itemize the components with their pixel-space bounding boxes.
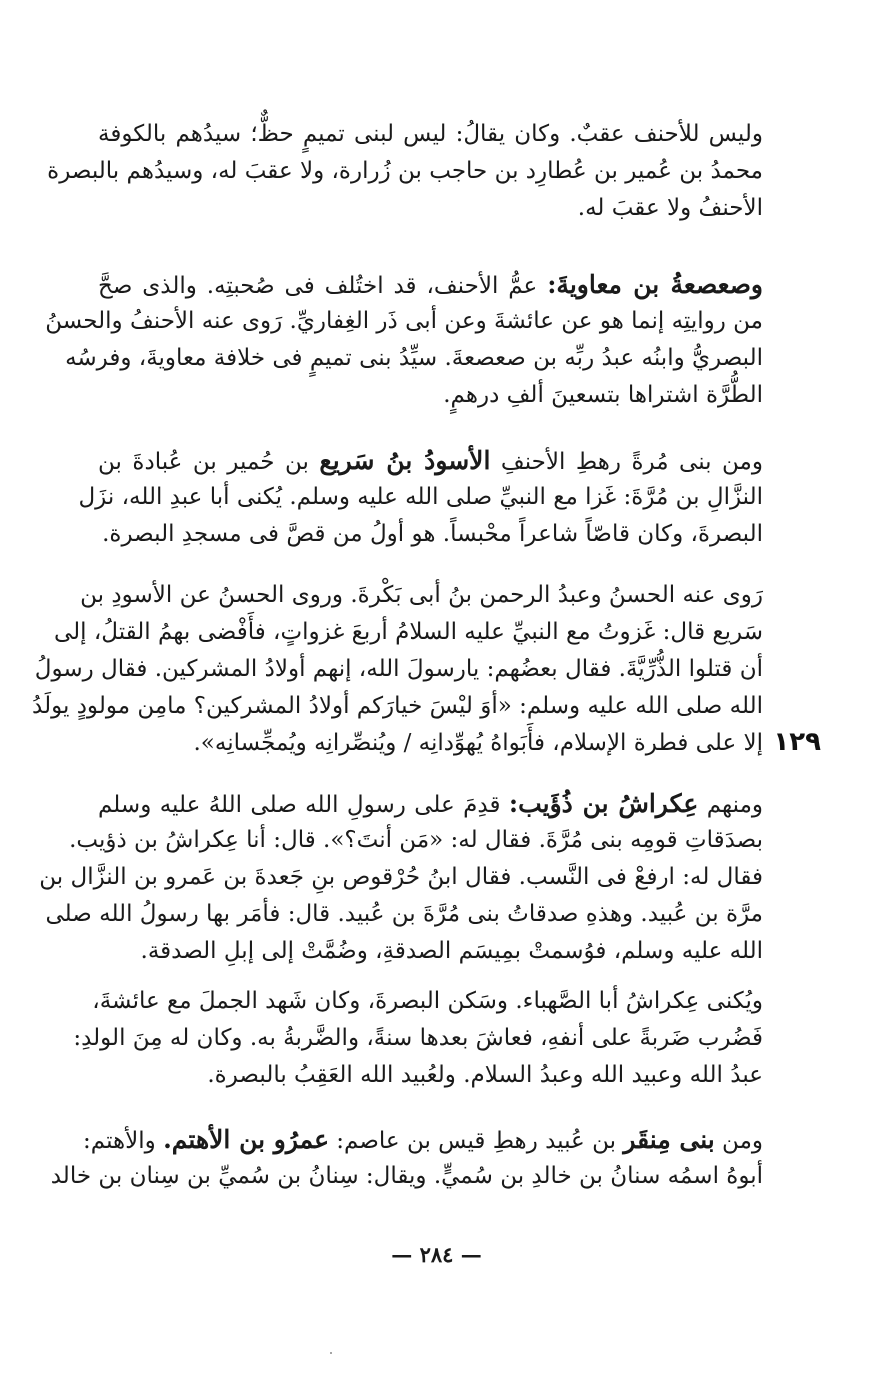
text-line (50, 1158, 763, 1195)
text-line (98, 442, 763, 479)
text-line (78, 479, 763, 516)
text-span: الله عليه وسلم، فوُسمتْ بمِيسَم الصدقةِ، وضُمَّتْ إلى إبلِ الصدقة. (140, 938, 763, 964)
text-line (73, 1020, 763, 1057)
margin-page-reference: ١٢٩ (773, 727, 821, 757)
text-span: بصدَقاتِ قومِه بنى مُرَّةَ. فقال له: «مَن أنتَ؟». قال: أنا عِكراشُ بن ذؤيب. (69, 827, 763, 853)
paragraph (73, 983, 763, 1094)
text-line (98, 266, 763, 303)
text-span: النزَّالِ بن مُرَّةَ: غَزا مع النبيِّ صلى الله عليه وسلم. يُكنى أبا عبدِ الله، نزَل (78, 484, 763, 510)
text-span: أبوهُ اسمُه سنانُ بن خالدِ بن سُميٍّ. ويقال: سِنانُ بن سُميِّ بن سِنان بن خالد (50, 1163, 763, 1189)
paragraph (50, 1121, 763, 1195)
text-line (98, 190, 763, 227)
text-span: وليس للأحنف عقبٌ. وكان يقالُ: ليس لبنى تميمٍ حظٌّ؛ سيدُهم بالكوفة (98, 121, 763, 147)
text-span: فَضُرب ضَربةً على أنفهِ، فعاشَ بعدها سنةً، والضَّربةُ به. وكان له مِنَ الولدِ: (73, 1025, 763, 1051)
text-line (65, 340, 763, 377)
paragraph (32, 577, 763, 762)
text-span: من روايتِه إنما هو عن عائشةَ وعن أبى ذَر الغِفاريِّ. رَوى عنه الأحنفُ والحسنُ (45, 308, 763, 334)
text-span: بن حُمير بن عُبادةَ بن (98, 449, 320, 475)
text-line (98, 1057, 763, 1094)
text-line (47, 153, 763, 190)
text-line (98, 725, 763, 762)
text-span: ومنهم (698, 792, 763, 818)
text-span: عمُّ الأحنف، قد اختُلف فى صُحبتِه. والذى صحَّ (98, 273, 548, 299)
text-span: والأهتم: (83, 1128, 164, 1154)
text-span: ويُكنى عِكراشُ أبا الصَّهباء. وسَكن البصرةَ، وكان شَهد الجملَ مع عائشةَ، (92, 988, 763, 1014)
text-span: سَريع قال: غَزوتُ مع النبيِّ عليه السلامُ أربعَ غزواتٍ، فأَفْضى بهمُ القتلُ، إلى (53, 619, 763, 645)
bold-name: عِكراشُ بن ذُؤَيب: (508, 789, 699, 818)
text-line (39, 859, 763, 896)
bold-name: الأسودُ بنُ سَريع (319, 446, 491, 475)
print-speck (330, 1352, 332, 1354)
text-span: مرَّة بن عُبيد. وهذهِ صدقاتُ بنى مُرَّةَ بن عُبيد. قال: فأمَر بها رسولُ الله صلى (45, 901, 763, 927)
bold-name: بنى مِنقَر (623, 1125, 715, 1154)
text-line (53, 614, 763, 651)
text-line (92, 983, 763, 1020)
text-line (80, 577, 763, 614)
text-line (34, 651, 763, 688)
text-span: ومن (714, 1128, 763, 1154)
paragraph (78, 442, 763, 553)
text-span: أن قتلوا الذُّرِّيَّةَ. فقال بعضُهم: يارسولَ الله، إنهم أولادُ المشركين. فقال رسولُ (34, 656, 763, 682)
text-span: إلا على فطرة الإسلام، فأَبَواهُ يُهوِّدانِه / ويُنصِّرانِه ويُمجِّسانِه». (193, 730, 763, 756)
text-line (98, 933, 763, 970)
text-span: ومن بنى مُرةً رهطِ الأحنفِ (490, 449, 763, 475)
text-line (69, 822, 763, 859)
page-number: — ٢٨٤ — (391, 1242, 482, 1267)
text-span: الله صلى الله عليه وسلم: «أوَ ليْسَ خيارَكم أولادُ المشركين؟ مامِن مولودٍ يولَدُ (32, 693, 763, 719)
text-span: عبدُ الله وعبيد الله وعبدُ السلام. ولعُبيد الله العَقِبُ بالبصرة. (207, 1062, 763, 1088)
text-span: محمدُ بن عُمير بن عُطارِد بن حاجب بن زُرارة، ولا عقبَ له، وسيدُهم بالبصرة (47, 158, 763, 184)
text-line (45, 896, 763, 933)
text-line (98, 116, 763, 153)
text-line (98, 516, 763, 553)
paragraph (45, 266, 763, 414)
text-span: الطُّرَّة اشتراها بتسعينَ ألفِ درهمٍ. (443, 382, 763, 408)
text-line (45, 303, 763, 340)
text-span: الأحنفُ ولا عقبَ له. (577, 195, 763, 221)
bold-name: وصعصعةُ بن معاويةَ: (547, 270, 763, 299)
bold-name: عمرُو بن الأهتم. (163, 1125, 329, 1154)
paragraph (39, 785, 763, 970)
text-span: البصريُّ وابنُه عبدُ ربِّه بن صعصعةَ. سيِّدُ بنى تميمٍ فى خلافة معاويةَ، وفرسُه (65, 345, 763, 371)
text-span: فقال له: ارفعْ فى النَّسب. فقال ابنُ حُرْقوص بنِ جَعدةَ بن عَمرو بن النزَّال بن (39, 864, 763, 890)
text-line (98, 785, 763, 822)
text-span: رَوى عنه الحسنُ وعبدُ الرحمن بنُ أبى بَكْرةَ. وروى الحسنُ عن الأسودِ بن (80, 582, 763, 608)
text-span: البصرةَ، وكان قاصّاً شاعراً محْبساً. هو أولُ من قصَّ فى مسجدِ البصرة. (102, 521, 763, 547)
text-line (98, 377, 763, 414)
text-span: بن عُبيد رهطِ قيس بن عاصم: (329, 1128, 624, 1154)
text-line (32, 688, 763, 725)
text-span: قدِمَ على رسولِ الله صلى اللهُ عليه وسلم (98, 792, 509, 818)
text-line (83, 1121, 763, 1158)
paragraph (47, 116, 763, 227)
